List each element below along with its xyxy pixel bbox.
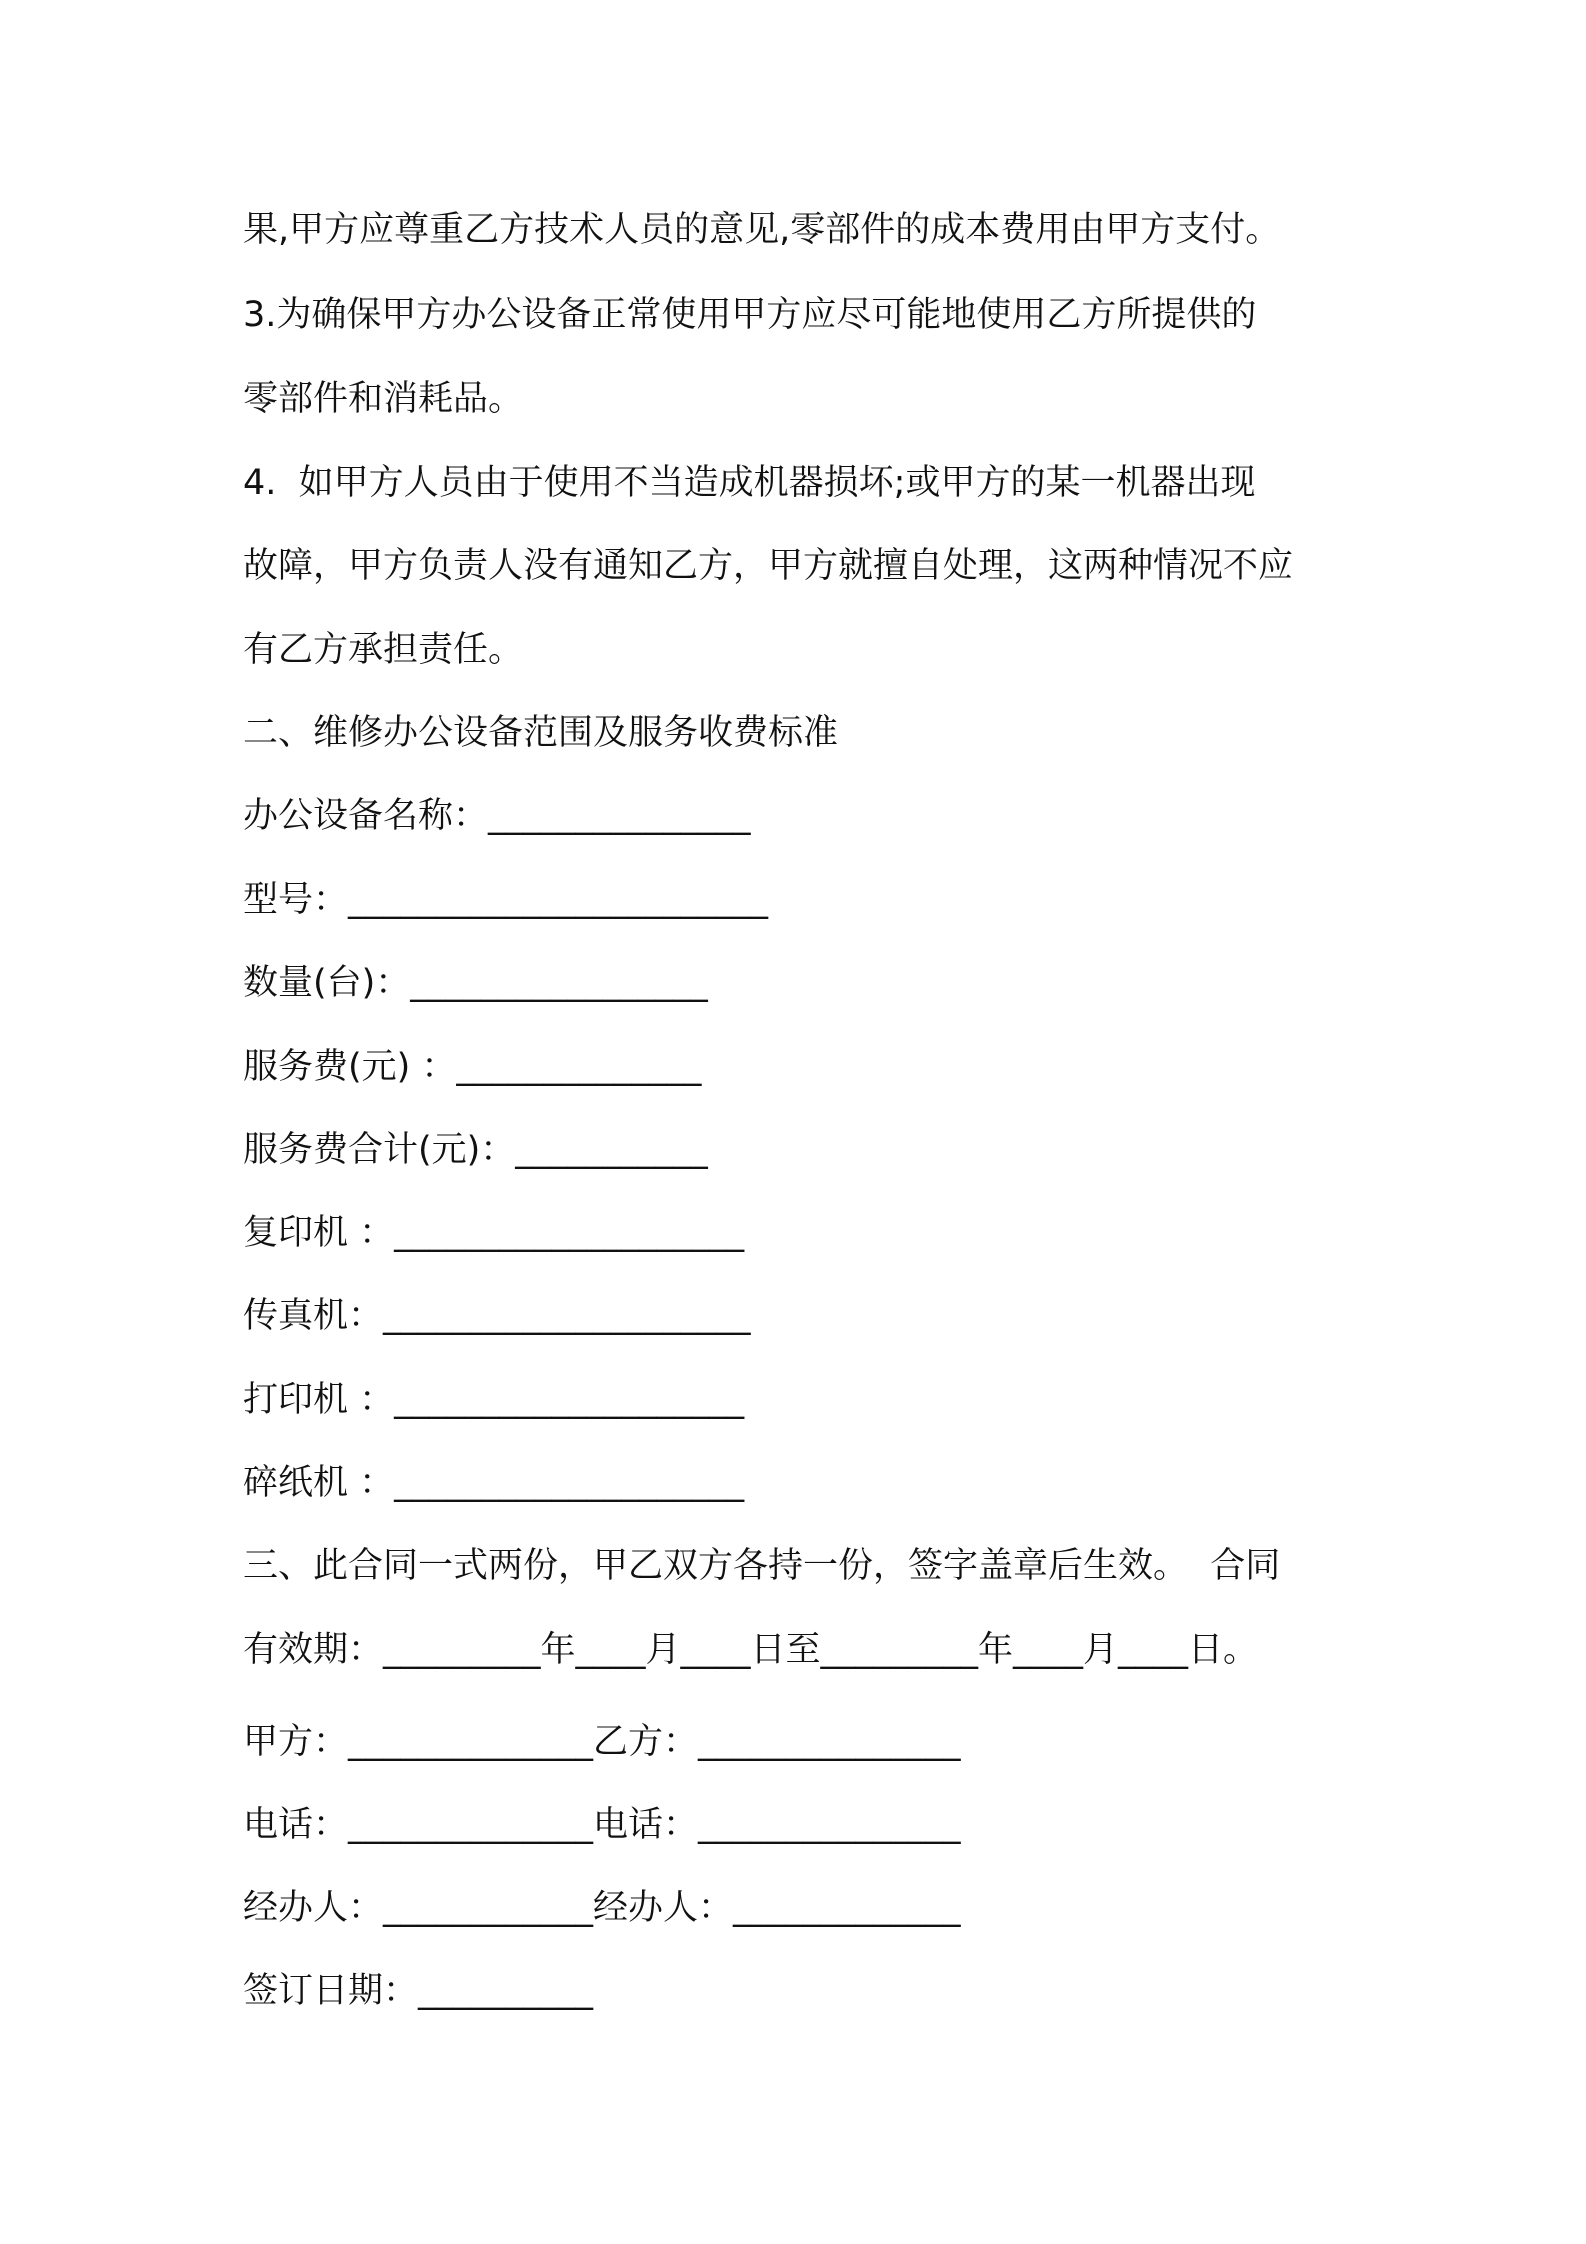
field-equipment-name: 办公设备名称：_______________ — [243, 796, 751, 836]
paragraph-line-4: 4. 如甲方人员由于使用不当造成机器损坏;或甲方的某一机器出现 — [243, 463, 1256, 503]
field-handlers: 经办人：____________经办人：_____________ — [243, 1888, 961, 1928]
field-quantity: 数量(台)：_________________ — [243, 963, 708, 1003]
field-printer: 打印机 ：____________________ — [243, 1380, 745, 1420]
paragraph-line-1: 果,甲方应尊重乙方技术人员的意见,零部件的成本费用由甲方支付。 — [243, 210, 1281, 250]
section-heading-3: 三、此合同一式两份，甲乙双方各持一份，签字盖章后生效。 合同 — [243, 1546, 1281, 1586]
field-service-fee-total: 服务费合计(元)：___________ — [243, 1130, 708, 1170]
field-fax: 传真机：_____________________ — [243, 1296, 751, 1336]
paragraph-line-3: 零部件和消耗品。 — [243, 379, 524, 419]
field-parties: 甲方：______________乙方：_______________ — [243, 1722, 961, 1762]
paragraph-line-2: 3.为确保甲方办公设备正常使用甲方应尽可能地使用乙方所提供的 — [243, 295, 1257, 335]
paragraph-line-6: 有乙方承担责任。 — [243, 630, 524, 670]
field-model: 型号：________________________ — [243, 880, 769, 920]
field-shredder: 碎纸机 ：____________________ — [243, 1463, 745, 1503]
field-copier: 复印机 ：____________________ — [243, 1213, 745, 1253]
section-heading-2: 二、维修办公设备范围及服务收费标准 — [243, 713, 839, 753]
field-phones: 电话：______________电话：_______________ — [243, 1805, 961, 1845]
field-signing-date: 签订日期：__________ — [243, 1971, 594, 2011]
paragraph-line-5: 故障，甲方负责人没有通知乙方，甲方就擅自处理，这两种情况不应 — [243, 546, 1294, 586]
field-validity-period: 有效期：_________年____月____日至_________年____月____日。 — [243, 1630, 1259, 1670]
field-service-fee: 服务费(元) ：______________ — [243, 1047, 702, 1087]
